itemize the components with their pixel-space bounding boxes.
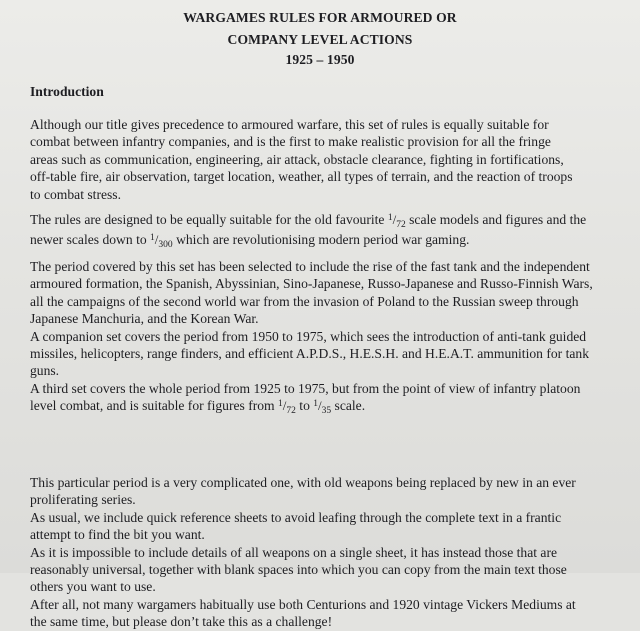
text-line: The period covered by this set has been selected to include the rise of the fast tank and the independent [30, 259, 590, 274]
text-line: reasonably universal, together with blank spaces into which you can copy from the main text those [30, 562, 567, 578]
paragraph-3 [30, 258, 635, 418]
fraction-numerator: 1 [150, 233, 155, 244]
text-line: armoured formation, the Spanish, Abyssinian, Sino-Japanese, Russo-Japanese and Russo-Finnish Wars, [30, 276, 593, 292]
text-line: all the campaigns of the second world war from the invasion of Poland to the Russian sweep through [30, 293, 579, 309]
title-date-range: 1925 – 1950 [285, 52, 355, 67]
text-line: combat between infantry companies, and is the first to make realistic provision for all the fringe [30, 134, 551, 150]
fraction-numerator: 1 [387, 213, 393, 223]
text-line: Japanese Manchuria, and the Korean War. [30, 311, 259, 327]
text-line: to combat stress. [30, 186, 121, 202]
scale-fraction: 1/300 [150, 232, 173, 251]
text-run: scale. [331, 398, 366, 414]
text-line: off-table fire, air observation, target location, weather, all types of terrain, and the reaction of troops [30, 169, 573, 185]
text-line: Although our title gives precedence to armoured warfare, this set of rules is equally suitable for [30, 117, 549, 132]
text-line: A third set covers the whole period from 1925 to 1975, but from the point of view of infantry platoon [30, 380, 581, 396]
paragraph-4 [30, 474, 635, 631]
text-line: This particular period is a very complicated one, with old weapons being replaced by new in an ever [30, 475, 576, 490]
scale-fraction: 1/35 [313, 398, 332, 417]
text-line [30, 211, 635, 231]
fraction-numerator: 1 [278, 399, 283, 410]
text-run: to [295, 398, 314, 414]
scale-fraction: 1/72 [278, 398, 296, 417]
text-line: A companion set covers the period from 1950 to 1975, which sees the introduction of anti-tank guided [30, 328, 587, 344]
fraction-denominator: 300 [158, 240, 173, 251]
text-line [30, 397, 635, 417]
fraction-denominator: 72 [396, 220, 406, 230]
scale-fraction: 1/72 [387, 212, 406, 230]
fraction-numerator: 1 [313, 399, 319, 410]
text-line: attempt to find the bit you want. [30, 527, 205, 543]
text-line: After all, not many wargamers habitually use both Centurions and 1920 vintage Vickers Mediums at [30, 596, 576, 612]
paragraph-1 [30, 116, 635, 203]
title-line-2: COMPANY LEVEL ACTIONS [227, 32, 413, 47]
title-line-1: WARGAMES RULES FOR ARMOURED OR [183, 10, 457, 25]
fraction-denominator: 72 [286, 406, 296, 417]
text-line: missiles, helicopters, range finders, and efficient A.P.D.S., H.E.S.H. and H.E.A.T. ammunition for tank [30, 346, 590, 362]
text-run: The rules are designed to be equally suitable for the old favourite [30, 212, 388, 227]
text-line: areas such as communication, engineering, air attack, obstacle clearance, fighting in fortifications, [30, 151, 564, 167]
paragraph-2 [30, 211, 635, 252]
text-line: As it is impossible to include details of all weapons on a single sheet, it has instead those that are [30, 544, 558, 560]
text-line: others you want to use. [30, 579, 156, 595]
text-line [30, 231, 635, 251]
text-line: guns. [30, 363, 60, 379]
text-run: which are revolutionising modern period war gaming. [172, 232, 470, 248]
fraction-denominator: 35 [321, 406, 332, 417]
text-run: level combat, and is suitable for figures from [30, 398, 279, 414]
section-heading-introduction: Introduction [30, 84, 104, 99]
text-run: newer scales down to [30, 232, 151, 248]
text-line: the same time, but please don’t take this as a challenge! [30, 614, 333, 630]
text-run: scale models and figures and the [405, 212, 587, 227]
text-line: proliferating series. [30, 492, 136, 508]
text-line: As usual, we include quick reference sheets to avoid leafing through the complete text in a frantic [30, 509, 562, 525]
